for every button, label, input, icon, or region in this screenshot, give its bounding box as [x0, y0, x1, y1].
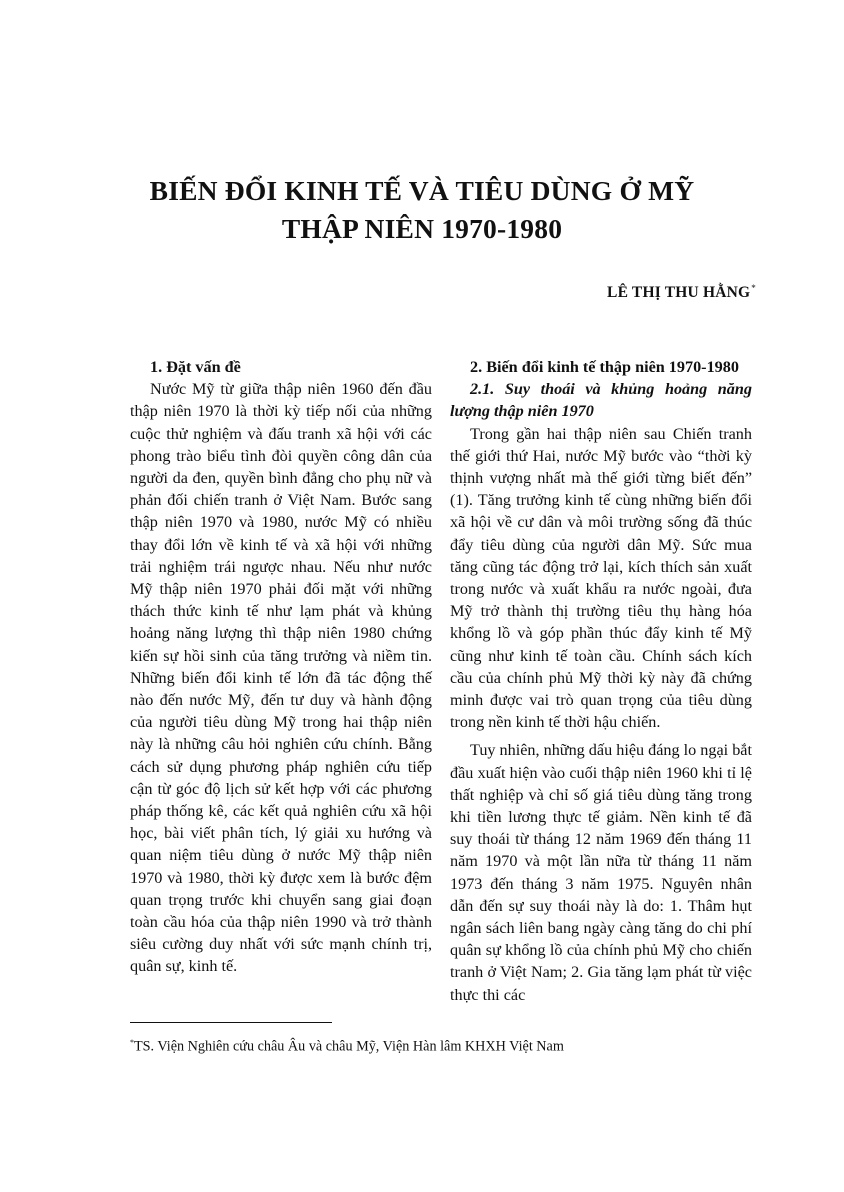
left-column [130, 356, 432, 978]
footnote-divider [130, 1022, 332, 1023]
intro-paragraph: Nước Mỹ từ giữa thập niên 1960 đến đầu thập niên 1970 là thời kỳ tiếp nối của những cuộc thử nghiệm và đấu tranh xã hội với các phong trào biểu tình đòi quyền công dân của người da đen, quyền bình đẳng cho phụ nữ và phản đối chiến tranh ở Việt Nam. Bước sang thập niên 1970 và 1980, nước Mỹ có nhiều thay đổi lớn về kinh tế và xã hội với những trải nghiệm trái ngược nhau. Nếu như nước Mỹ thập niên 1970 phải đối mặt với những thách thức kinh tế như lạm phát và khủng hoảng năng lượng thì thập niên 1980 chứng kiến sự hồi sinh của tăng trưởng và niềm tin. Những biến đổi kinh tế lớn đã tác động thế nào đến nước Mỹ, đến tư duy và hành động của người tiêu dùng Mỹ trong hai thập niên này là những câu hỏi nghiên cứu chính. Bằng cách sử dụng phương pháp nghiên cứu tiếp cận từ góc độ lịch sử kết hợp với các phương pháp thống kê, các kết quả nghiên cứu xã hội học, bài viết phân tích, lý giải xu hướng và quan niệm tiêu dùng ở nước Mỹ thập niên 1970 và 1980, thời kỳ được xem là bước đệm quan trọng trước khi chuyển sang giai đoạn toàn cầu hóa của thập niên 1990 và trở thành siêu cường duy nhất với sức mạnh chính trị, quân sự, kinh tế. [130, 380, 432, 976]
section-heading-1: 1. Đặt vấn đề [150, 358, 241, 376]
subsection-heading-2-1: 2.1. Suy thoái và khủng hoảng năng lượng thập niên 1970 [450, 380, 752, 421]
author-name-text: LÊ THỊ THU HẰNG [607, 284, 751, 302]
title-line-1: BIẾN ĐỔI KINH TẾ VÀ TIÊU DÙNG Ở MỸ [149, 175, 695, 206]
right-column [450, 356, 752, 1006]
author-name [607, 283, 756, 302]
title-line-2: THẬP NIÊN 1970-1980 [281, 213, 563, 244]
footnote-mark: * [130, 1038, 134, 1047]
body-paragraph-1: Trong gần hai thập niên sau Chiến tranh thế giới thứ Hai, nước Mỹ bước vào “thời kỳ thịnh vượng nhất mà thế giới từng biết đến” (1). Tăng trưởng kinh tế cùng những biến đổi xã hội về cư dân và môi trường sống đã thúc đẩy tiêu dùng của người dân Mỹ. Sức mua tăng cũng tác động trở lại, kích thích sản xuất trong nước và xuất khẩu ra nước ngoài, đưa Mỹ trở thành thị trường tiêu thụ hàng hóa khổng lồ và góp phần thúc đẩy kinh tế Mỹ cũng như kinh tế toàn cầu. Chính sách kích cầu của chính phủ Mỹ thời kỳ này đã chứng minh được vai trò quan trọng của tiêu dùng trong nền kinh tế thời hậu chiến. [450, 424, 752, 732]
article-title [60, 172, 784, 248]
author-footnote-mark: * [751, 283, 756, 293]
section-heading-2: 2. Biến đổi kinh tế thập niên 1970-1980 [470, 358, 739, 376]
footnote-text: TS. Viện Nghiên cứu châu Âu và châu Mỹ, Viện Hàn lâm KHXH Việt Nam [134, 1038, 564, 1055]
body-paragraph-2: Tuy nhiên, những dấu hiệu đáng lo ngại bắt đầu xuất hiện vào cuối thập niên 1960 khi tỉ lệ thất nghiệp và chỉ số giá tiêu dùng tăng trong khi tiền lương thực tế giảm. Nền kinh tế đã suy thoái từ tháng 12 năm 1969 đến tháng 11 năm 1970 và một lần nữa từ tháng 11 năm 1973 đến tháng 3 năm 1975. Nguyên nhân dẫn đến sự suy thoái này là do: 1. Thâm hụt ngân sách liên bang ngày càng tăng do chi phí quân sự khổng lồ của chính phủ Mỹ cho chiến tranh ở Việt Nam; 2. Gia tăng lạm phát từ việc thực thi các [450, 741, 752, 1004]
footnote [130, 1034, 780, 1056]
